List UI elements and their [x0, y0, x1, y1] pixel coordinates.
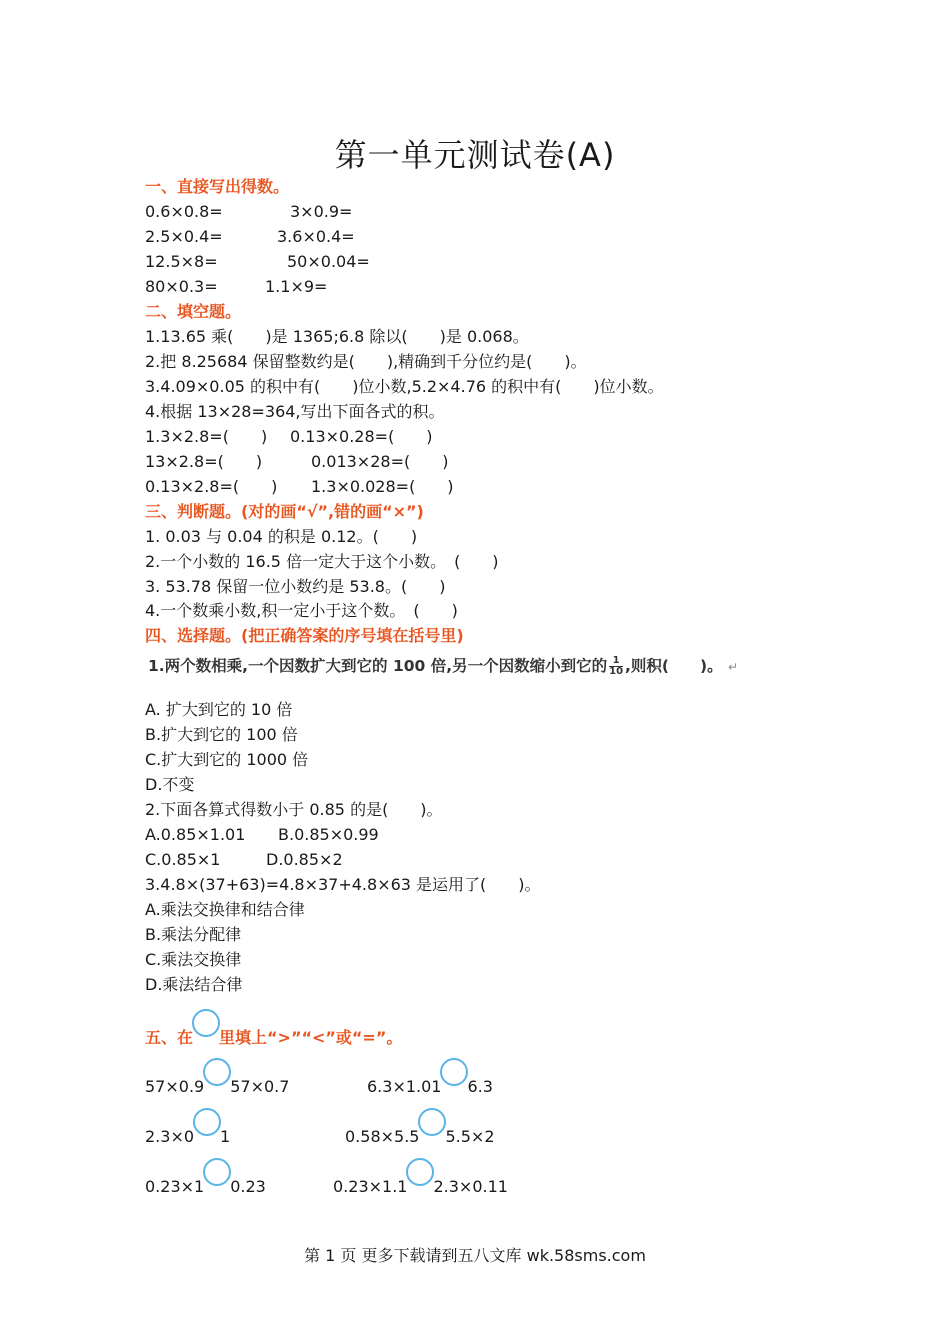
compare-left: 0.58×5.5	[345, 1127, 420, 1146]
part1-item: 1.1×9=	[265, 277, 328, 296]
compare-circle[interactable]	[418, 1108, 446, 1136]
part3-item: 4.一个数乘小数,积一定小于这个数。 ( )	[145, 601, 458, 620]
part4-q3-option: C.乘法交换律	[145, 950, 242, 969]
part4-q3-option: B.乘法分配律	[145, 925, 242, 944]
fraction-denominator: 10	[609, 666, 624, 677]
part1-item: 50×0.04=	[287, 252, 370, 271]
part2-row-3	[145, 477, 454, 497]
part4-q2-options-row-1	[145, 825, 379, 845]
part1-row-3	[145, 252, 370, 272]
compare-right: 57×0.7	[230, 1077, 290, 1096]
part2-row-1	[145, 427, 433, 447]
part2-question-4: 4.根据 13×28=364,写出下面各式的积。	[145, 402, 445, 421]
section-2-heading: 二、填空题。	[145, 302, 242, 321]
part3-item: 1. 0.03 与 0.04 的积是 0.12。( )	[145, 527, 418, 546]
section-3-heading: 三、判断题。(对的画“√”,错的画“×”)	[145, 502, 424, 521]
part1-row-4	[145, 277, 328, 297]
return-mark-icon: ↵	[728, 660, 739, 674]
part2-row-2	[145, 452, 449, 472]
page-title: 第一单元测试卷(A)	[334, 136, 616, 174]
part2-item: 1.3×0.028=( )	[311, 477, 454, 496]
part1-row-2	[145, 227, 355, 247]
part2-item: 13×2.8=( )	[145, 452, 263, 471]
compare-right: 2.3×0.11	[433, 1177, 508, 1196]
compare-left: 0.23×1.1	[333, 1177, 408, 1196]
section-1-heading: 一、直接写出得数。	[145, 177, 290, 196]
part4-q1-option: B.扩大到它的 100 倍	[145, 725, 298, 744]
compare-pair-2	[367, 1058, 493, 1097]
part4-q1-option: D.不变	[145, 775, 195, 794]
part4-q1-option: A. 扩大到它的 10 倍	[145, 700, 293, 719]
fraction-numerator: 1	[609, 656, 623, 667]
compare-circle[interactable]	[406, 1158, 434, 1186]
compare-right: 0.23	[230, 1177, 266, 1196]
compare-right: 6.3	[467, 1077, 493, 1096]
circle-blank-icon	[192, 1009, 220, 1037]
part5-row-2	[145, 1108, 495, 1147]
part4-q2-option: A.0.85×1.01	[145, 825, 246, 844]
part3-item: 2.一个小数的 16.5 倍一定大于这个小数。 ( )	[145, 552, 499, 571]
part1-item: 0.6×0.8=	[145, 202, 223, 221]
compare-circle[interactable]	[440, 1058, 468, 1086]
part4-question-1	[148, 656, 738, 677]
part1-row-1	[145, 202, 353, 222]
part2-question-3: 3.4.09×0.05 的积中有( )位小数,5.2×4.76 的积中有( )位小数。	[145, 377, 664, 396]
section-5-heading-start: 五、在	[145, 1028, 194, 1047]
compare-circle[interactable]	[203, 1058, 231, 1086]
part4-q1-text-end: ,则积( )。	[625, 657, 723, 675]
part4-q2-option: C.0.85×1	[145, 850, 221, 869]
section-5-heading-end: 里填上“>”“<”或“=”。	[219, 1028, 403, 1047]
part1-item: 12.5×8=	[145, 252, 218, 271]
part2-item: 0.13×0.28=( )	[290, 427, 433, 446]
compare-left: 2.3×0	[145, 1127, 195, 1146]
part4-q1-option: C.扩大到它的 1000 倍	[145, 750, 309, 769]
part4-q3-option: D.乘法结合律	[145, 975, 243, 994]
fraction-one-tenth	[609, 656, 623, 677]
part2-item: 0.13×2.8=( )	[145, 477, 278, 496]
compare-right: 5.5×2	[445, 1127, 495, 1146]
part5-row-1	[145, 1058, 493, 1097]
compare-circle[interactable]	[193, 1108, 221, 1136]
part3-item: 3. 53.78 保留一位小数约是 53.8。( )	[145, 577, 446, 596]
compare-right: 1	[220, 1127, 231, 1146]
part4-question-2: 2.下面各算式得数小于 0.85 的是( )。	[145, 800, 443, 819]
part2-item: 0.013×28=( )	[311, 452, 449, 471]
part1-item: 3×0.9=	[290, 202, 353, 221]
compare-left: 57×0.9	[145, 1077, 205, 1096]
compare-pair-2	[345, 1108, 495, 1147]
part4-question-3: 3.4.8×(37+63)=4.8×37+4.8×63 是运用了( )。	[145, 875, 541, 894]
part2-item: 1.3×2.8=( )	[145, 427, 268, 446]
part4-q2-option: D.0.85×2	[266, 850, 343, 869]
compare-pair-2	[333, 1158, 508, 1197]
part1-item: 80×0.3=	[145, 277, 218, 296]
part2-question-2: 2.把 8.25684 保留整数约是( ),精确到千分位约是( )。	[145, 352, 587, 371]
part4-q1-text: 1.两个数相乘,一个因数扩大到它的 100 倍,另一个因数缩小到它的	[148, 657, 608, 675]
part4-q3-option: A.乘法交换律和结合律	[145, 900, 305, 919]
part4-q2-option: B.0.85×0.99	[278, 825, 379, 844]
compare-circle[interactable]	[203, 1158, 231, 1186]
part2-question-1: 1.13.65 乘( )是 1365;6.8 除以( )是 0.068。	[145, 327, 529, 346]
part1-item: 3.6×0.4=	[277, 227, 355, 246]
page-footer: 第 1 页 更多下载请到五八文库 wk.58sms.com	[304, 1246, 646, 1265]
compare-left: 6.3×1.01	[367, 1077, 442, 1096]
section-4-heading: 四、选择题。(把正确答案的序号填在括号里)	[145, 626, 464, 645]
part5-row-3	[145, 1158, 508, 1197]
compare-left: 0.23×1	[145, 1177, 205, 1196]
section-5-heading	[145, 1009, 402, 1048]
part1-item: 2.5×0.4=	[145, 227, 223, 246]
part4-q2-options-row-2	[145, 850, 343, 870]
